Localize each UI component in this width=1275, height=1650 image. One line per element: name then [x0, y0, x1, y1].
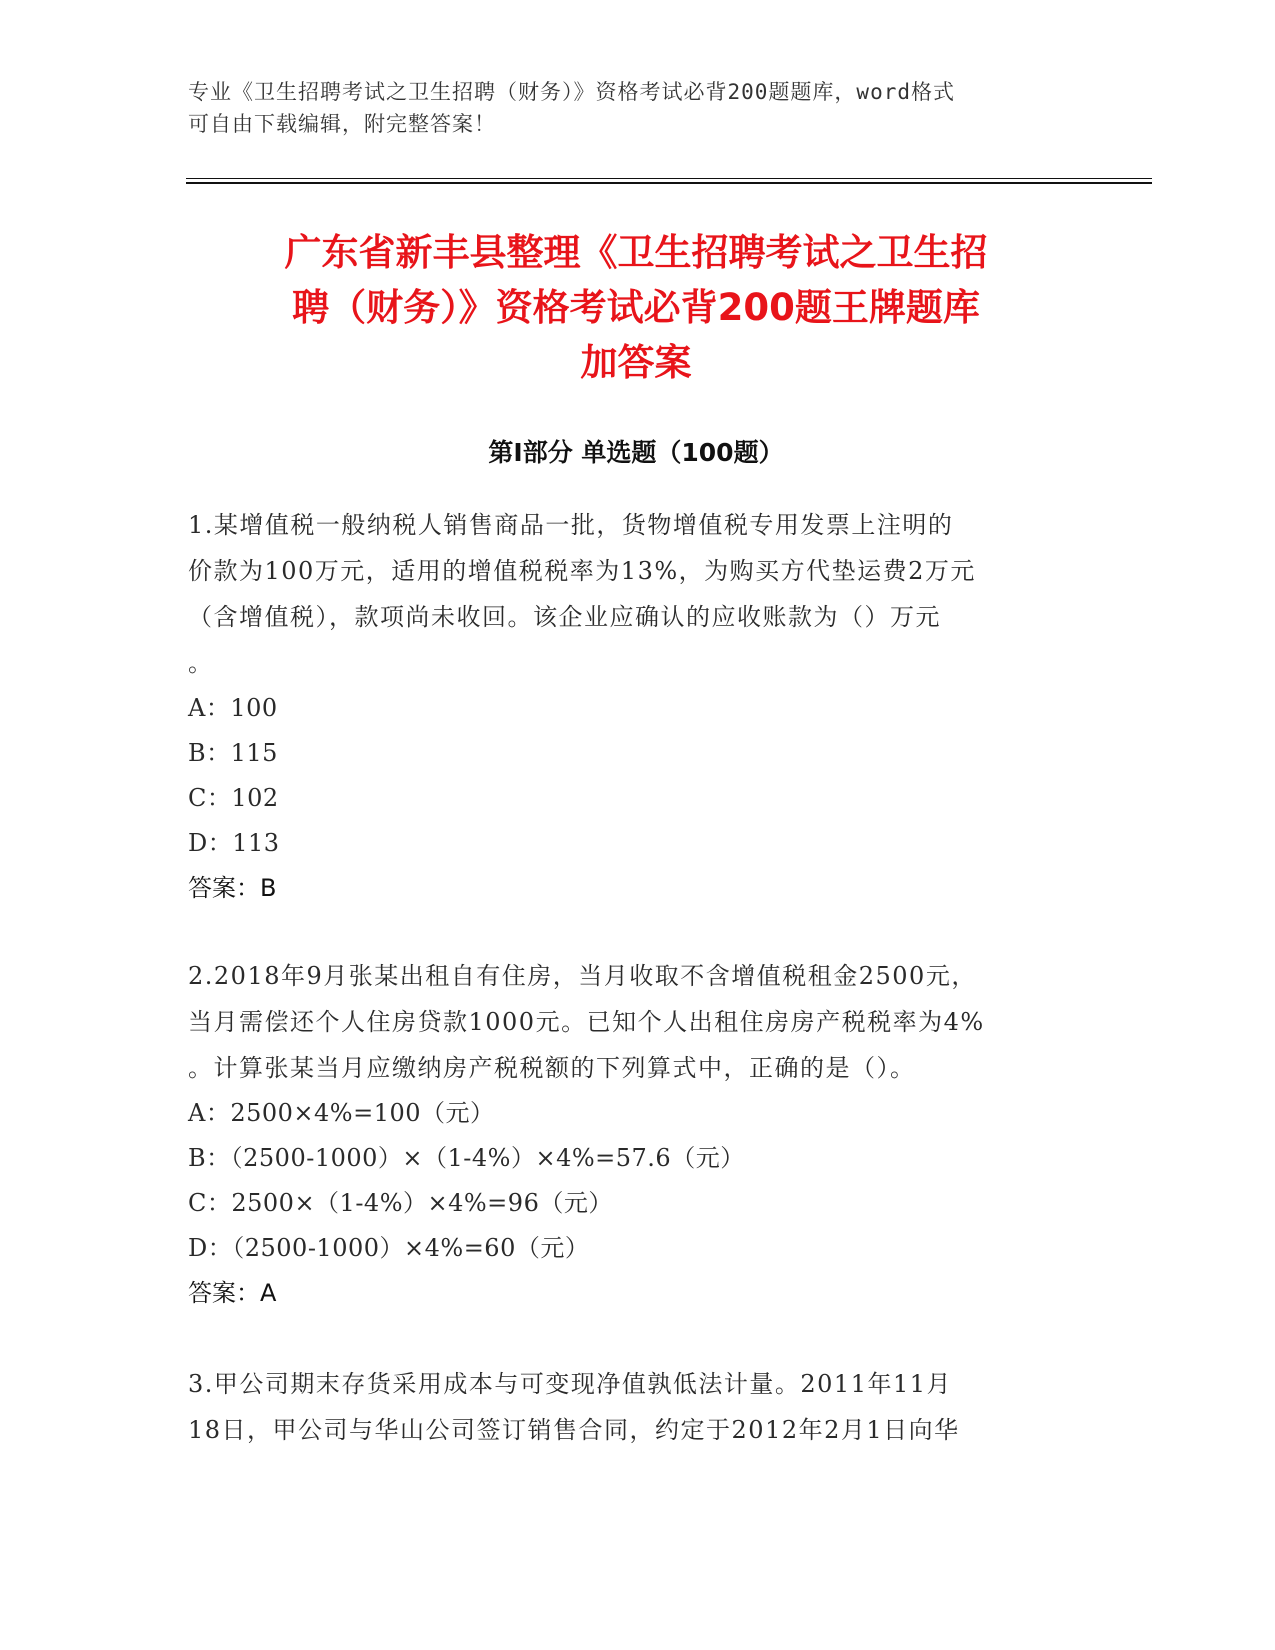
question-2-option-b: B：（2500-1000）×（1-4%）×4%=57.6（元）: [188, 1144, 745, 1172]
title-line-1: 广东省新丰县整理《卫生招聘考试之卫生招: [284, 231, 988, 274]
question-2-line-1: 2.2018年9月张某出租自有住房，当月收取不含增值税租金2500元，: [188, 962, 977, 990]
question-2-option-d: D：（2500-1000）×4%=60（元）: [188, 1234, 590, 1262]
question-2-option-c: C：2500×（1-4%）×4%=96（元）: [188, 1189, 613, 1217]
title-line-3: 加答案: [580, 341, 692, 384]
question-1-line-1: 1.某增值税一般纳税人销售商品一批，货物增值税专用发票上注明的: [188, 511, 954, 539]
question-3: [188, 1361, 1088, 1453]
question-1: [188, 502, 1088, 911]
question-2-option-a: A：2500×4%=100（元）: [188, 1099, 495, 1127]
document-title: [186, 225, 1086, 390]
question-1-option-c: C：102: [188, 784, 279, 812]
header-note: [188, 76, 1068, 140]
question-1-line-2: 价款为100万元，适用的增值税税率为13%，为购买方代垫运费2万元: [188, 557, 976, 585]
header-note-line-2: 可自由下载编辑，附完整答案！: [188, 112, 496, 136]
question-2: [188, 953, 1088, 1316]
question-3-line-2: 18日，甲公司与华山公司签订销售合同，约定于2012年2月1日向华: [188, 1416, 960, 1444]
header-rule-thick: [186, 182, 1152, 184]
question-2-line-2: 当月需偿还个人住房贷款1000元。已知个人出租住房房产税税率为4%: [188, 1008, 985, 1036]
question-1-option-a: A：100: [188, 694, 278, 722]
question-1-option-d: D：113: [188, 829, 280, 857]
question-3-line-1: 3.甲公司期末存货采用成本与可变现净值孰低法计量。2011年11月: [188, 1370, 953, 1398]
question-1-line-4: 。: [188, 649, 214, 677]
title-line-2: 聘（财务）》资格考试必背200题王牌题库: [292, 286, 980, 329]
question-2-line-3: 。计算张某当月应缴纳房产税税额的下列算式中，正确的是（）。: [188, 1054, 916, 1082]
header-note-line-1: 专业《卫生招聘考试之卫生招聘（财务）》资格考试必背200题题库，word格式: [188, 80, 955, 104]
question-1-line-3: （含增值税），款项尚未收回。该企业应确认的应收账款为（）万元: [188, 603, 941, 631]
question-1-answer: 答案：B: [188, 874, 277, 902]
question-2-answer: 答案：A: [188, 1279, 277, 1307]
section-title: 第Ⅰ部分 单选题（100题）: [488, 438, 784, 467]
header-rule-thin: [186, 178, 1152, 179]
question-1-option-b: B：115: [188, 739, 278, 767]
